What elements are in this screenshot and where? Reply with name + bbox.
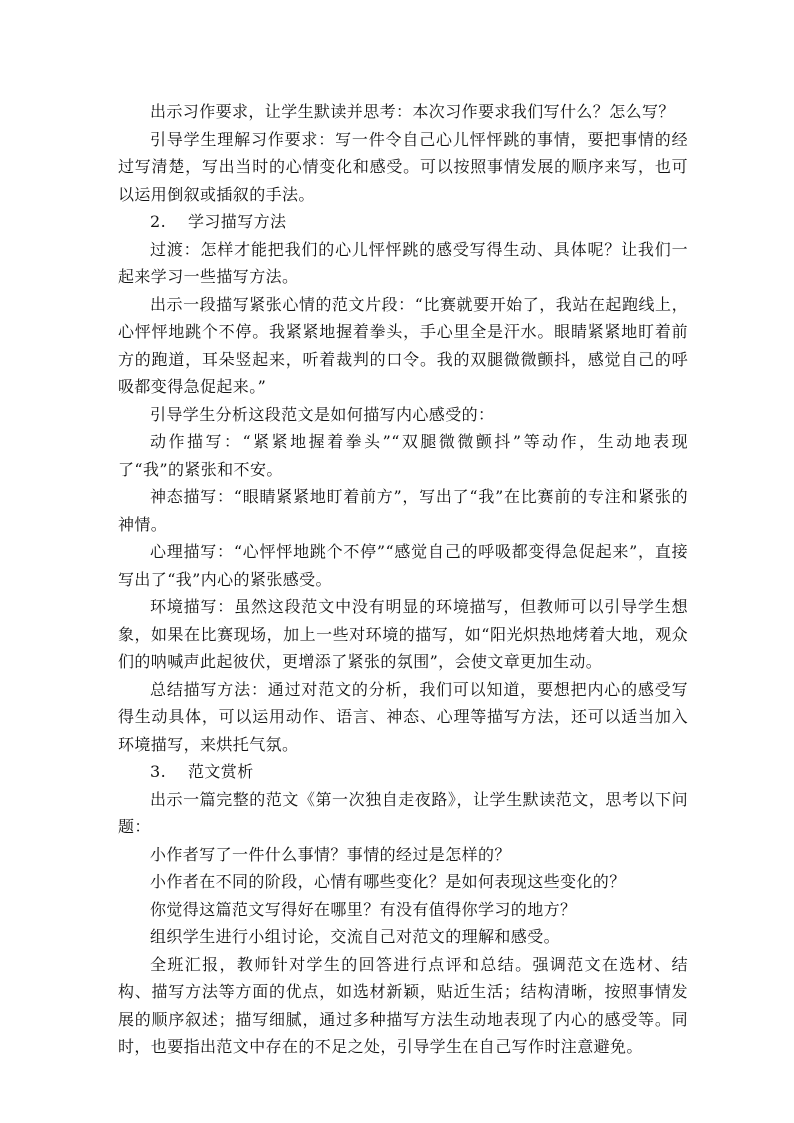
- paragraph: 引导学生分析这段范文是如何描写内心感受的：: [150, 404, 495, 424]
- paragraph: 小作者在不同的阶段，心情有哪些变化？是如何表现这些变化的？: [150, 872, 626, 891]
- paragraph: 出示习作要求，让学生默读并思考：本次习作要求我们写什么？怎么写？: [150, 102, 675, 121]
- section-heading: [118, 758, 688, 786]
- section-number: 3.: [150, 762, 167, 781]
- paragraph: 动作描写：“紧紧地握着拳头”“双腿微微颤抖”等动作，生动地表现了“我”的紧张和不安。: [118, 432, 688, 479]
- paragraph: 全班汇报，教师针对学生的回答进行点评和总结。强调范文在选材、结构、描写方法等方面的优点，如选材新颖，贴近生活；结构清晰，按照事情发展的顺序叙述；描写细腻，通过多种描写方法生动地表现了内心的感受等。同时，也要指出范文中存在的不足之处，引导学生在自己写作时注意避免。: [118, 954, 688, 1056]
- paragraph: 心理描写：“心怦怦地跳个不停”“感觉自己的呼吸都变得急促起来”，直接写出了“我”内心的紧张感受。: [118, 542, 688, 589]
- section-title: 学习描写方法: [188, 212, 287, 231]
- section-heading: [118, 208, 688, 236]
- paragraph: 出示一段描写紧张心情的范文片段：“比赛就要开始了，我站在起跑线上，心怦怦地跳个不停。我紧紧地握着拳头，手心里全是汗水。眼睛紧紧地盯着前方的跑道，耳朵竖起来，听着裁判的口令。我的双腿微微颤抖，感觉自己的呼吸都变得急促起来。”: [118, 294, 688, 396]
- paragraph: 过渡：怎样才能把我们的心儿怦怦跳的感受写得生动、具体呢？让我们一起来学习一些描写方法。: [118, 239, 688, 286]
- section-title: 范文赏析: [188, 762, 254, 781]
- paragraph: 神态描写：“眼睛紧紧地盯着前方”，写出了“我”在比赛前的专注和紧张的神情。: [118, 487, 688, 534]
- paragraph: 总结描写方法：通过对范文的分析，我们可以知道，要想把内心的感受写得生动具体，可以运用动作、语言、神态、心理等描写方法，还可以适当加入环境描写，来烘托气氛。: [118, 679, 688, 754]
- document-body: [118, 98, 688, 1061]
- paragraph: 出示一篇完整的范文《第一次独自走夜路》，让学生默读范文，思考以下问题：: [118, 789, 688, 836]
- section-number: 2.: [150, 212, 167, 231]
- paragraph: 组织学生进行小组讨论，交流自己对范文的理解和感受。: [150, 927, 561, 946]
- paragraph: 小作者写了一件什么事情？事情的经过是怎样的？: [150, 844, 511, 864]
- paragraph: 你觉得这篇范文写得好在哪里？有没有值得你学习的地方？: [150, 899, 577, 919]
- paragraph: 引导学生理解习作要求：写一件令自己心儿怦怦跳的事情，要把事情的经过写清楚，写出当时的心情变化和感受。可以按照事情发展的顺序来写，也可以运用倒叙或插叙的手法。: [118, 129, 688, 204]
- paragraph: 环境描写：虽然这段范文中没有明显的环境描写，但教师可以引导学生想象，如果在比赛现场，加上一些对环境的描写，如“阳光炽热地烤着大地，观众们的呐喊声此起彼伏，更增添了紧张的氛围”，会使文章更加生动。: [118, 597, 688, 671]
